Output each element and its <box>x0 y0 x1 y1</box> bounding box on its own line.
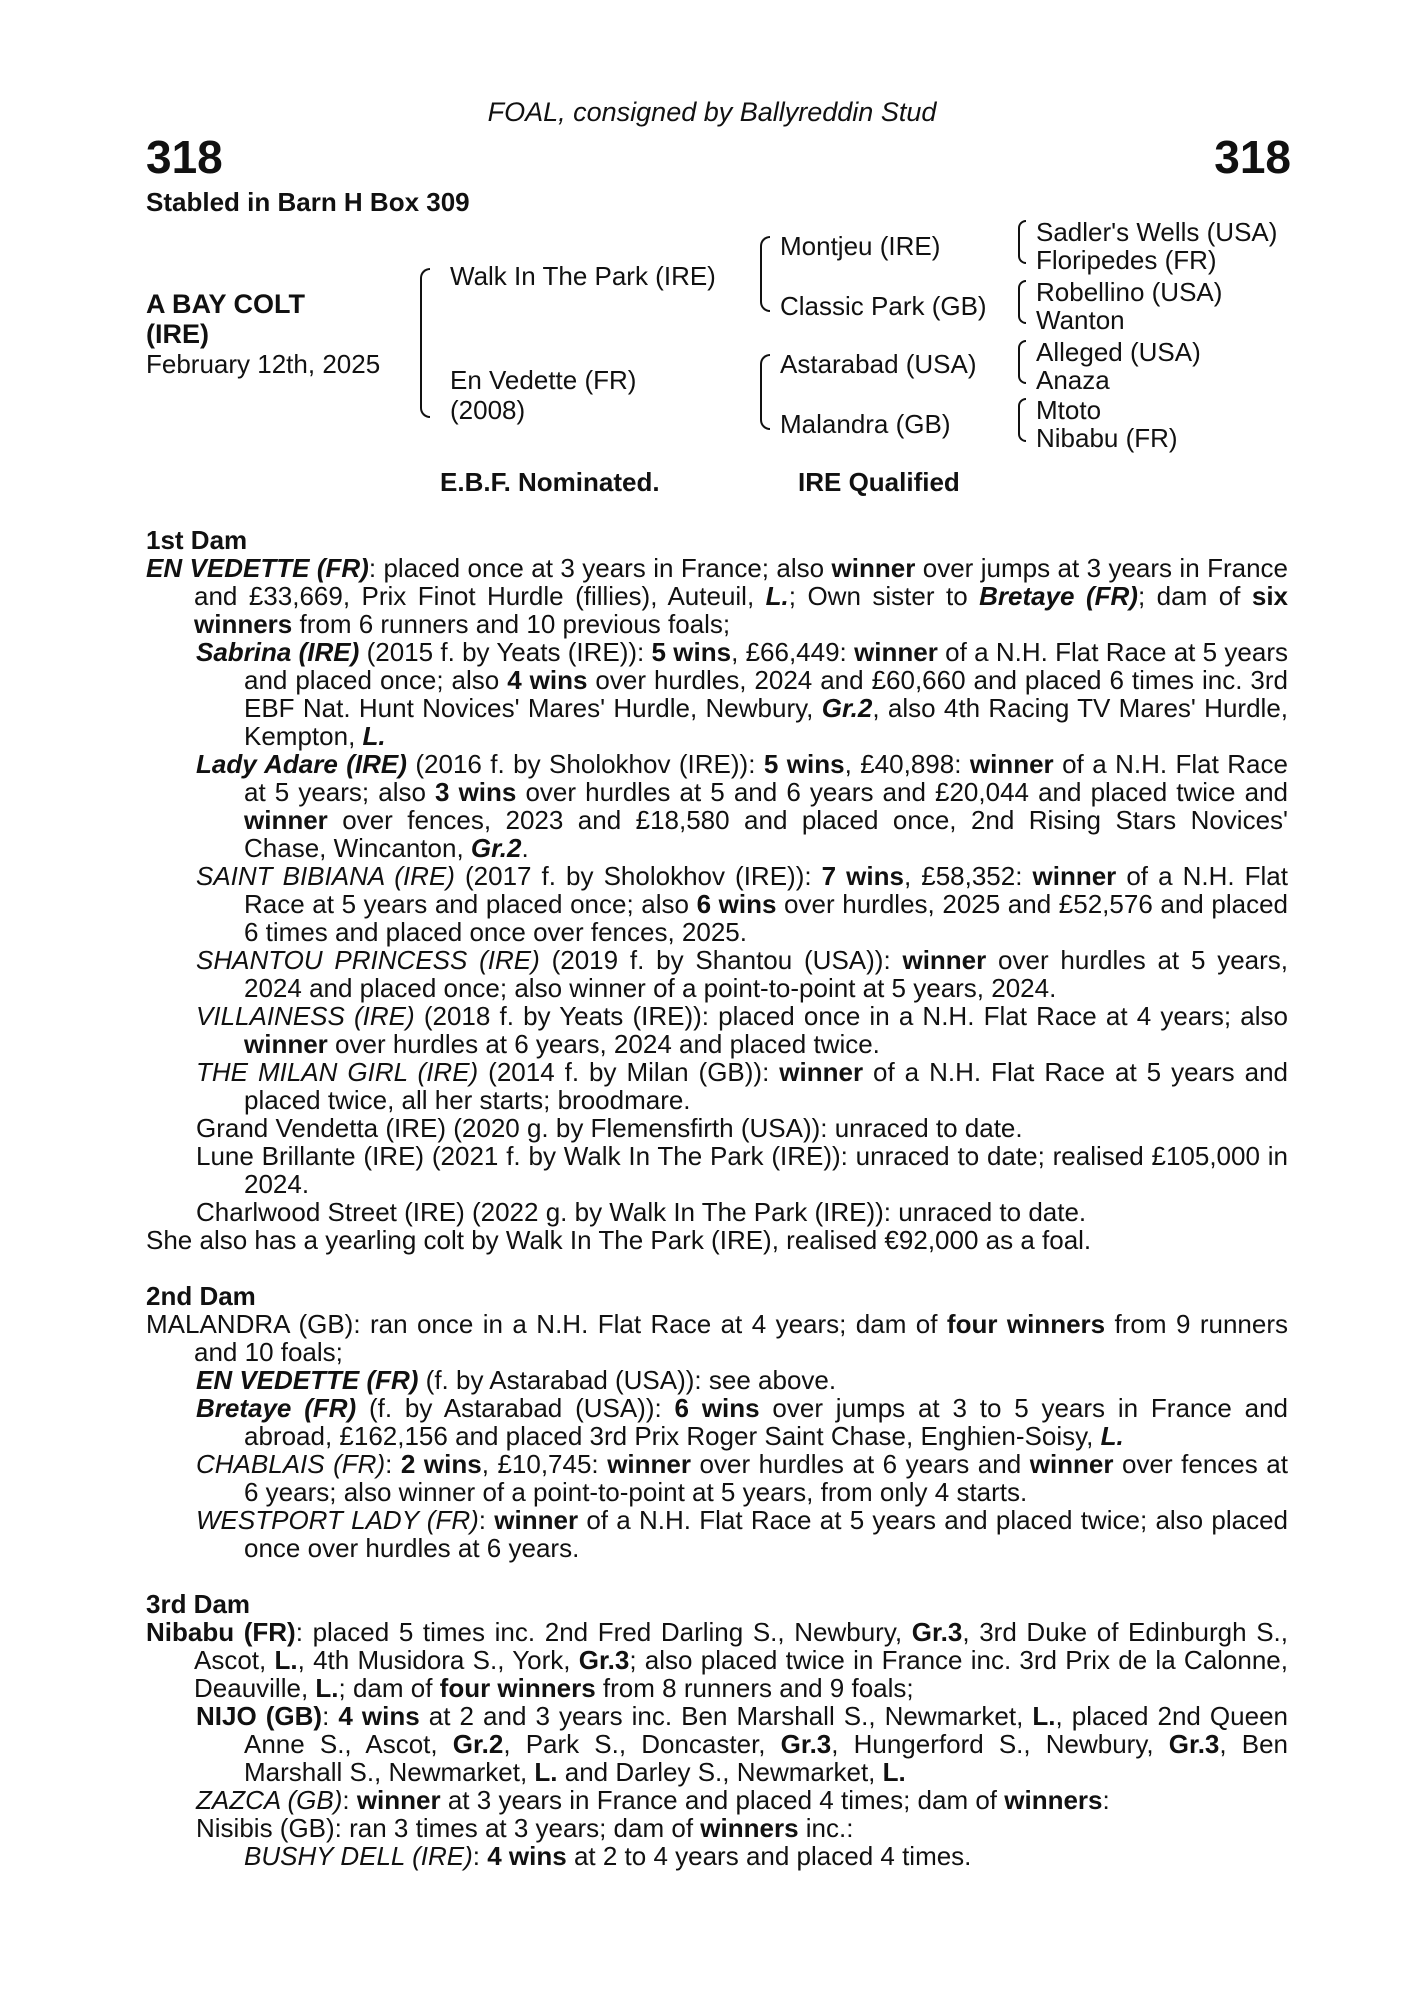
pedigree-ssd: Floripedes (FR) <box>1036 245 1217 275</box>
pedigree-dam: En Vedette (FR) <box>450 365 637 395</box>
pedigree-dam-year: (2008) <box>450 395 526 425</box>
progeny-bretaye: Bretaye (FR) (f. by Astarabad (USA)): 6 wins over jumps at 3 to 5 years in France and abroad, £162,156 and placed 3rd Prix Roger Saint Chase, Enghien-Soisy, L. <box>196 1393 1289 1451</box>
pedigree-brace-ds <box>1018 340 1026 384</box>
pedigree-brace-sd <box>1018 280 1026 324</box>
progeny-en-vedette: EN VEDETTE (FR) (f. by Astarabad (USA)): see above. <box>196 1365 837 1395</box>
first-dam-title: 1st Dam <box>146 525 248 555</box>
third-dam-section <box>146 1590 1288 1870</box>
progeny-villainess: VILLAINESS (IRE) (2018 f. by Yeats (IRE)): placed once in a N.H. Flat Race at 4 years; also winner over hurdles at 6 years, 2024 and placed twice. <box>196 1001 1289 1059</box>
dam-name: EN VEDETTE (FR) <box>146 553 369 583</box>
lot-number-left: 318 <box>146 131 223 183</box>
lot-number-right: 318 <box>1214 131 1291 183</box>
stabling-info: Stabled in Barn H Box 309 <box>146 187 470 217</box>
progeny-bushy-dell: BUSHY DELL (IRE): 4 wins at 2 to 4 years and placed 4 times. <box>244 1841 972 1871</box>
pedigree-brace-dam <box>760 354 770 430</box>
progeny-saint-bibiana: SAINT BIBIANA (IRE) (2017 f. by Sholokhov (IRE)): 7 wins, £58,352: winner of a N.H. Flat Race at 5 years and placed once; also 6 wins over hurdles, 2025 and £52,576 and placed 6 times and placed once over fences, 2025. <box>196 861 1288 947</box>
progeny-shantou-princess: SHANTOU PRINCESS (IRE) (2019 f. by Shantou (USA)): winner over hurdles at 5 years, 2024 and placed once; also winner of a point-to-point at 5 years, 2024. <box>196 945 1288 1003</box>
progeny-nisibis: Nisibis (GB): ran 3 times at 3 years; dam of winners inc.: <box>196 1813 854 1843</box>
pedigree-sdd: Wanton <box>1036 305 1125 335</box>
second-dam-entry: MALANDRA (GB): ran once in a N.H. Flat Race at 4 years; dam of four winners from 9 runners and 10 foals; <box>146 1309 1288 1367</box>
pedigree-sds: Robellino (USA) <box>1036 277 1223 307</box>
pedigree-sire: Walk In The Park (IRE) <box>450 261 716 291</box>
progeny-westport-lady: WESTPORT LADY (FR): winner of a N.H. Flat Race at 5 years and placed twice; also placed once over hurdles at 6 years. <box>196 1505 1288 1563</box>
third-dam-entry: Nibabu (FR): placed 5 times inc. 2nd Fred Darling S., Newbury, Gr.3, 3rd Duke of Edinburgh S., Ascot, L., 4th Musidora S., York, Gr.3; also placed twice in France inc. 3rd Prix de la Calonne, Deauville, L.; dam of four winners from 8 runners and 9 foals; <box>146 1617 1289 1703</box>
pedigree-brace-dd <box>1018 398 1026 442</box>
progeny-milan-girl: THE MILAN GIRL (IRE) (2014 f. by Milan (GB)): winner of a N.H. Flat Race at 5 years and placed twice, all her starts; broodmare. <box>196 1057 1288 1115</box>
progeny-lady-adare: Lady Adare (IRE) (2016 f. by Sholokhov (IRE)): 5 wins, £40,898: winner of a N.H. Flat Race at 5 years; also 3 wins over hurdles at 5 and 6 years and £20,044 and placed twice and winner over fences, 2023 and £18,580 and placed once, 2nd Rising Stars Novices' Chase, Wincanton, Gr.2. <box>196 749 1288 863</box>
second-dam-section <box>146 1282 1288 1562</box>
progeny-sabrina: Sabrina (IRE) (2015 f. by Yeats (IRE)): 5 wins, £66,449: winner of a N.H. Flat Race at 5 years and placed once; also 4 wins over hurdles, 2024 and £60,660 and placed 6 times inc. 3rd EBF Nat. Hunt Novices' Mares' Hurdle, Newbury, Gr.2, also 4th Racing TV Mares' Hurdle, Kempton, L. <box>196 637 1288 751</box>
foaling-date: February 12th, 2025 <box>146 349 381 379</box>
progeny-chablais: CHABLAIS (FR): 2 wins, £10,745: winner over hurdles at 6 years and winner over fences at 6 years; also winner of a point-to-point at 5 years, from only 4 starts. <box>196 1449 1288 1507</box>
horse-country: (IRE) <box>146 319 209 349</box>
consignor-line: FOAL, consigned by Ballyreddin Stud <box>487 97 937 127</box>
pedigree-brace-main <box>420 268 430 418</box>
second-dam-title: 2nd Dam <box>146 1281 256 1311</box>
pedigree-dam-sire: Astarabad (USA) <box>780 349 977 379</box>
pedigree-sire-dam: Classic Park (GB) <box>780 291 987 321</box>
pedigree-dss: Alleged (USA) <box>1036 337 1201 367</box>
pedigree-brace-ss <box>1018 220 1026 264</box>
pedigree-dsd: Anaza <box>1036 365 1110 395</box>
pedigree-sss: Sadler's Wells (USA) <box>1036 217 1278 247</box>
ebf-nomination: E.B.F. Nominated. <box>440 467 660 497</box>
pedigree-dds: Mtoto <box>1036 395 1102 425</box>
third-dam-title: 3rd Dam <box>146 1589 251 1619</box>
pedigree-ddd: Nibabu (FR) <box>1036 423 1178 453</box>
pedigree-sire-sire: Montjeu (IRE) <box>780 231 941 261</box>
horse-name: A BAY COLT <box>146 289 306 319</box>
yearling-note: She also has a yearling colt by Walk In The Park (IRE), realised €92,000 as a foal. <box>146 1225 1092 1255</box>
pedigree-brace-sire <box>760 236 770 312</box>
first-dam-section <box>146 526 1288 1254</box>
progeny-lune-brillante: Lune Brillante (IRE) (2021 f. by Walk In The Park (IRE)): unraced to date; realised £105,000 in 2024. <box>196 1141 1288 1199</box>
progeny-charlwood-street: Charlwood Street (IRE) (2022 g. by Walk In The Park (IRE)): unraced to date. <box>196 1197 1087 1227</box>
progeny-grand-vendetta: Grand Vendetta (IRE) (2020 g. by Flemensfirth (USA)): unraced to date. <box>196 1113 1023 1143</box>
progeny-zazca: ZAZCA (GB): winner at 3 years in France and placed 4 times; dam of winners: <box>196 1785 1110 1815</box>
pedigree-dam-dam: Malandra (GB) <box>780 409 951 439</box>
first-dam-entry: EN VEDETTE (FR): placed once at 3 years in France; also winner over jumps at 3 years in France and £33,669, Prix Finot Hurdle (fillies), Auteuil, L.; Own sister to Bretaye (FR); dam of six winners from 6 runners and 10 previous foals; <box>146 553 1289 639</box>
ire-qualified: IRE Qualified <box>798 467 960 497</box>
progeny-nijo: NIJO (GB): 4 wins at 2 and 3 years inc. Ben Marshall S., Newmarket, L., placed 2nd Queen Anne S., Ascot, Gr.2, Park S., Doncaster, Gr.3, Hungerford S., Newbury, Gr.3, Ben Marshall S., Newmarket, L. and Darley S., Newmarket, L. <box>196 1701 1288 1787</box>
